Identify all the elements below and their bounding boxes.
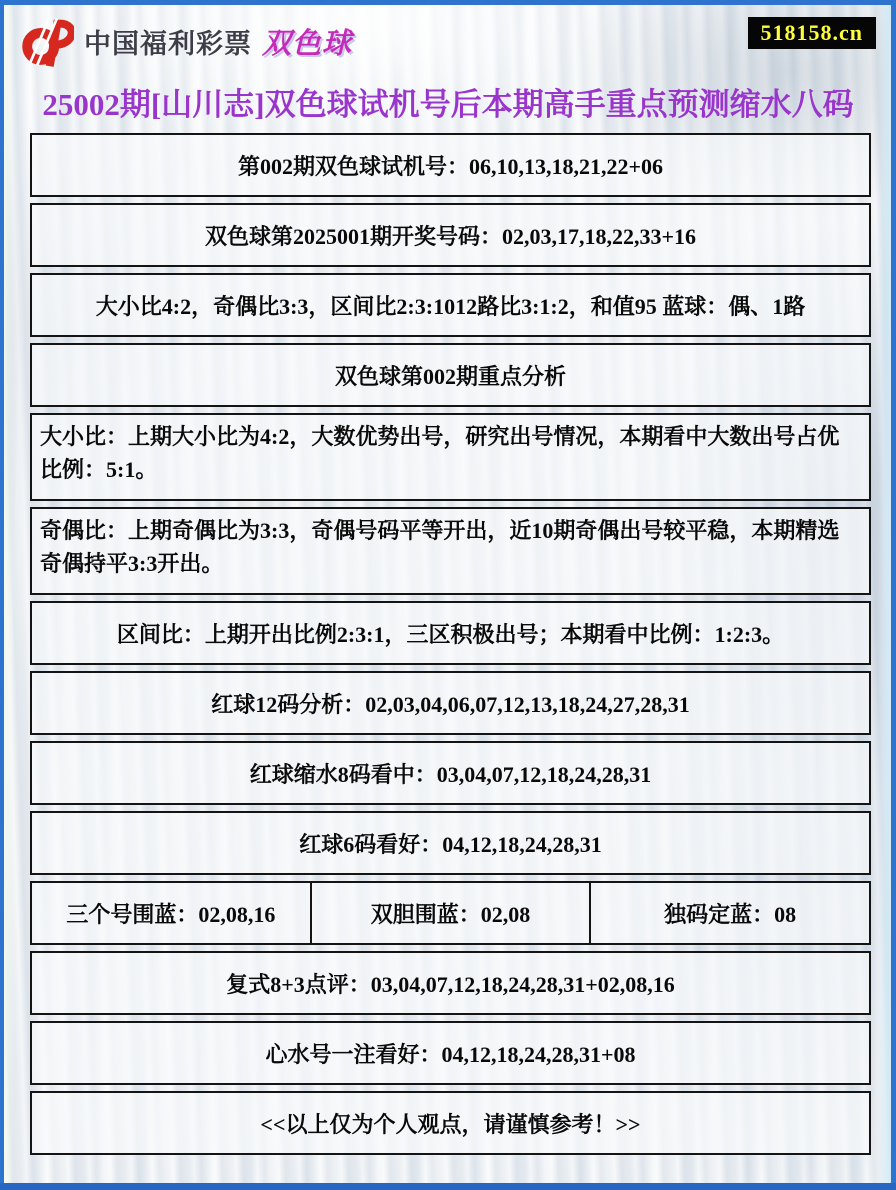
row-draw-result: 双色球第2025001期开奖号码：02,03,17,18,22,33+16: [30, 203, 871, 267]
row-trial-number: 第002期双色球试机号：06,10,13,18,21,22+06: [30, 133, 871, 197]
left-edge-glow: [4, 5, 14, 1183]
row-analysis-heading: 双色球第002期重点分析: [30, 343, 871, 407]
row-red-6-codes: 红球6码看好：04,12,18,24,28,31: [30, 811, 871, 875]
page-title: 25002期[山川志]双色球试机号后本期高手重点预测缩水八码: [42, 87, 854, 122]
row-odd-even-analysis: 奇偶比：上期奇偶比为3:3，奇偶号码平等开出，近10期奇偶出号较平稳，本期精选奇偶持平3:3开出。: [30, 507, 871, 595]
china-welfare-lottery-logo-icon: [20, 13, 74, 69]
site-badge: 518158.cn: [748, 17, 877, 49]
header: [20, 13, 884, 73]
row-disclaimer: <<以上仅为个人观点，请谨慎参考！>>: [30, 1091, 871, 1155]
row-ratio-summary: 大小比4:2，奇偶比3:3，区间比2:3:1012路比3:1:2，和值95 蓝球：偶、1路: [30, 273, 871, 337]
row-blue-ball-picks: [30, 881, 871, 945]
row-red-12-codes: 红球12码分析：02,03,04,06,07,12,13,18,24,27,28,31: [30, 671, 871, 735]
cell-blue-double-codes: 双胆围蓝：02,08: [310, 883, 590, 943]
product-text: 双色球: [262, 25, 353, 60]
cell-blue-single-code: 独码定蓝：08: [589, 883, 869, 943]
row-zone-ratio-analysis: 区间比：上期开出比例2:3:1，三区积极出号；本期看中比例：1:2:3。: [30, 601, 871, 665]
row-complex-bet: 复式8+3点评：03,04,07,12,18,24,28,31+02,08,16: [30, 951, 871, 1015]
row-single-bet: 心水号一注看好：04,12,18,24,28,31+08: [30, 1021, 871, 1085]
right-edge-glow: [878, 5, 891, 1183]
bottom-blue-bar: [0, 1183, 896, 1190]
cell-blue-three-codes: 三个号围蓝：02,08,16: [66, 901, 276, 927]
row-size-ratio-analysis: 大小比：上期大小比为4:2，大数优势出号，研究出号情况，本期看中大数出号占优比例：5:1。: [30, 413, 871, 501]
row-red-8-codes: 红球缩水8码看中：03,04,07,12,18,24,28,31: [30, 741, 871, 805]
brand-text: 中国福利彩票: [84, 28, 252, 60]
prediction-board: [30, 133, 871, 1161]
